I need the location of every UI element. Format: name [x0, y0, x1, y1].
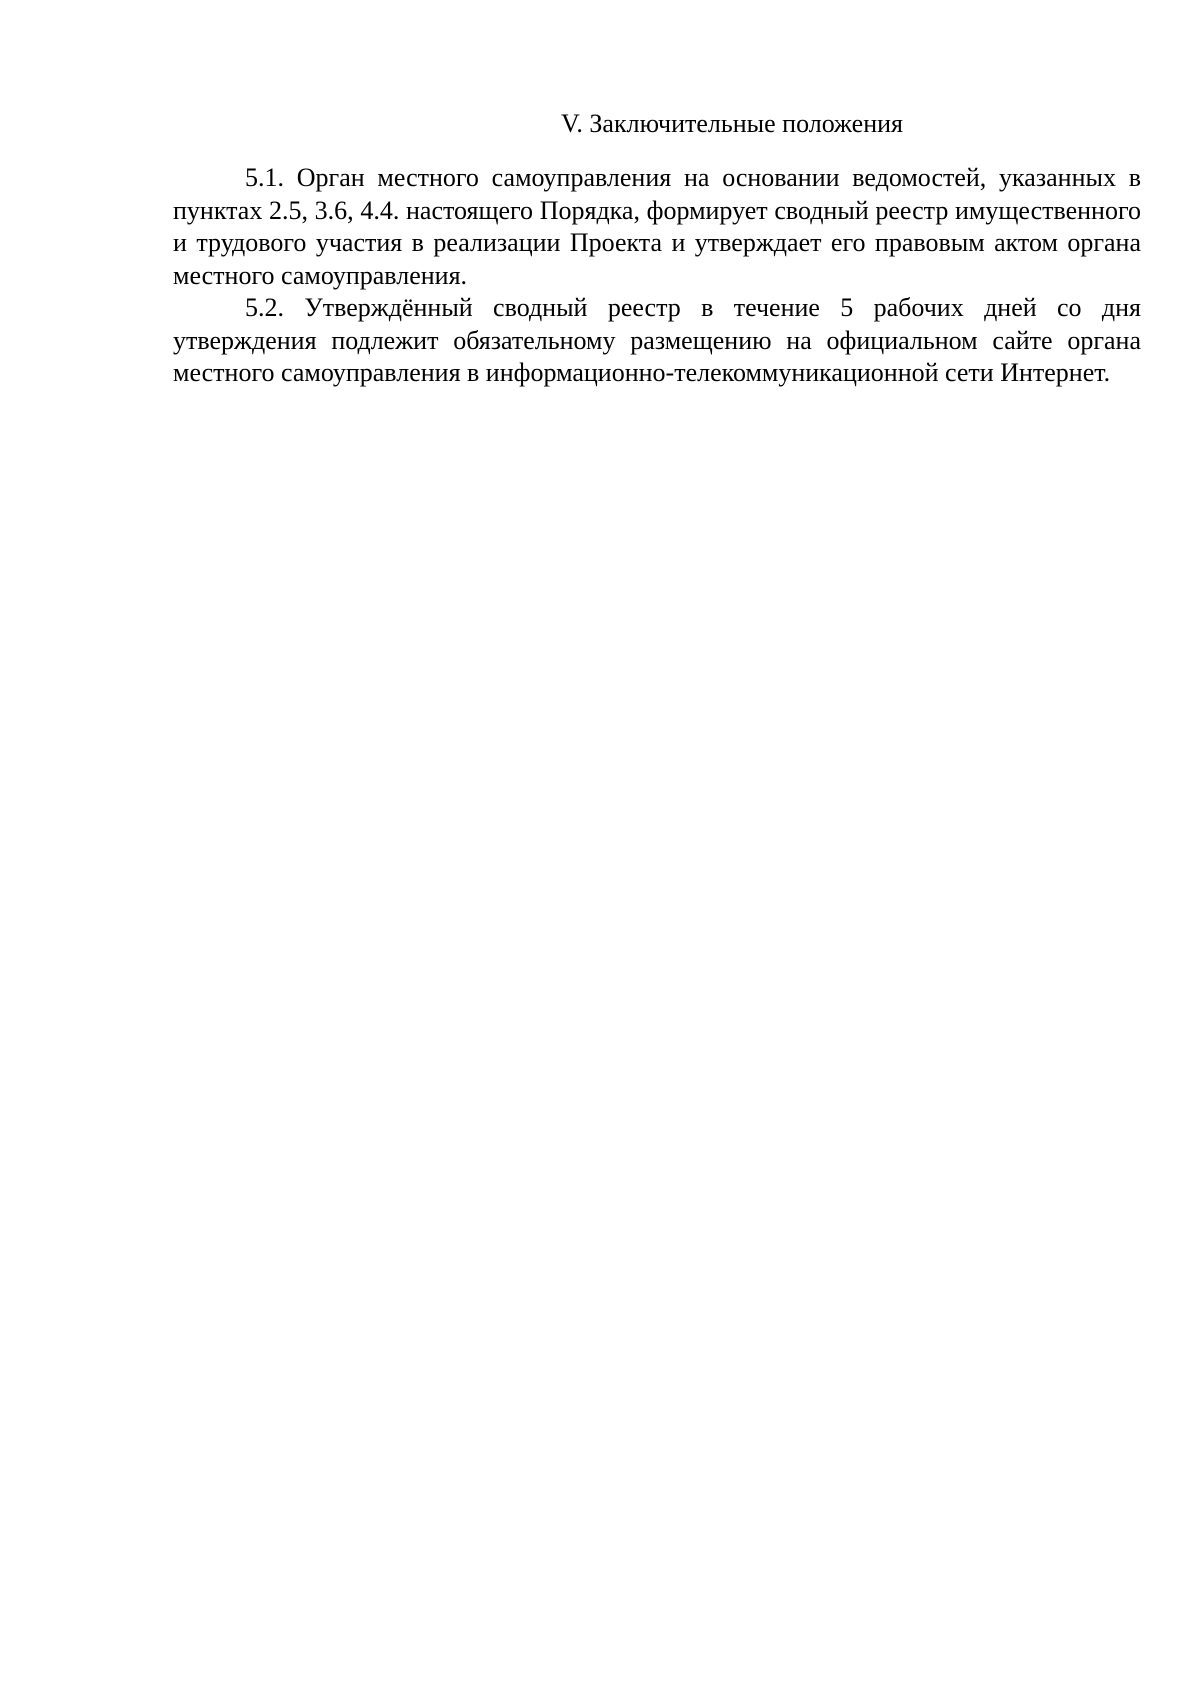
paragraph-5-2: 5.2. Утверждённый сводный реестр в течение 5 рабочих дней со дня утверждения подлежит обязательному размещению на официальном сайте органа местного самоуправления в информационно-телекоммуникационной сети Интернет. — [173, 293, 1141, 387]
paragraph-5-1: 5.1. Орган местного самоуправления на основании ведомостей, указанных в пунктах 2.5, 3.6, 4.4. настоящего Порядка, формирует сводный реестр имущественного и трудового участия в реализации Проекта и утверждает его правовым актом органа местного самоуправления. — [173, 163, 1141, 290]
section-heading: V. Заключительные положения — [560, 109, 904, 138]
document-body — [173, 108, 1141, 390]
